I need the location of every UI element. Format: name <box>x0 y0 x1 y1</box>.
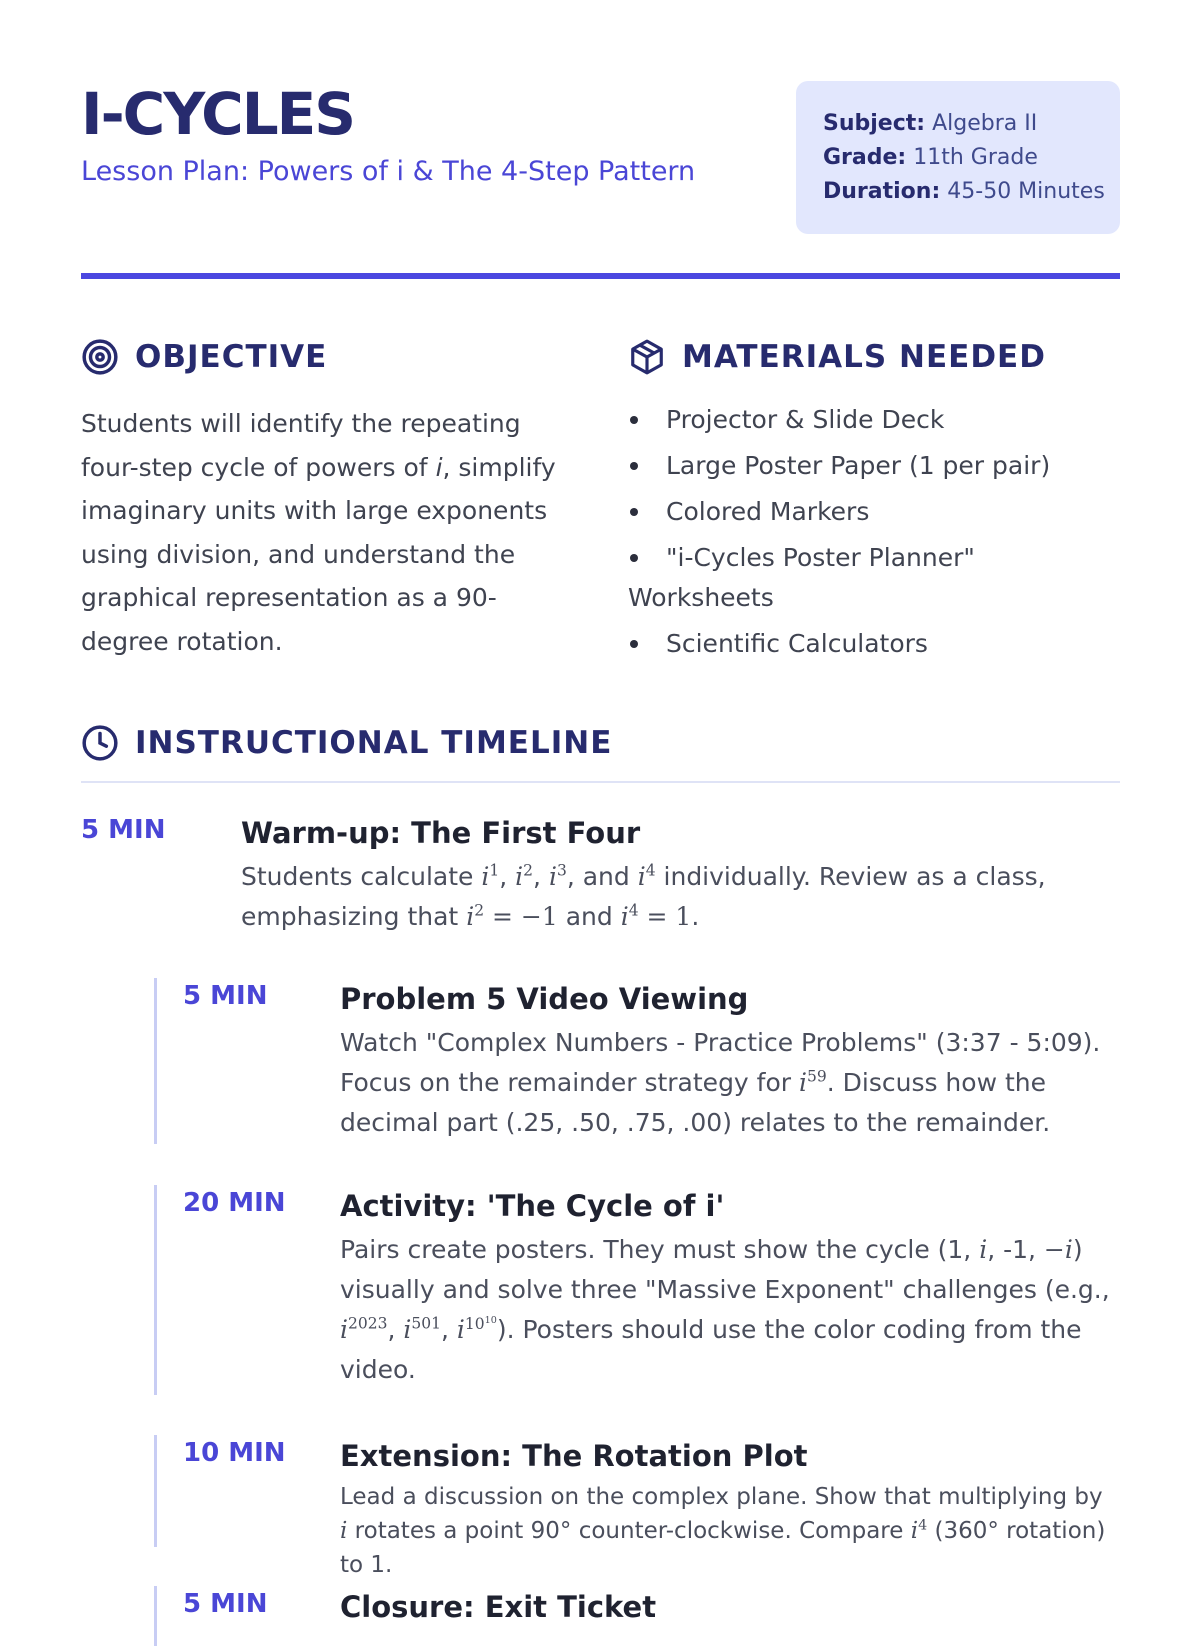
box-icon <box>628 338 666 376</box>
subject-value: Algebra II <box>925 111 1038 136</box>
header-divider <box>81 273 1120 279</box>
grade-label: Grade: <box>823 145 907 170</box>
timeline-item-closure <box>154 1586 1120 1646</box>
subject-row <box>823 107 1120 141</box>
lesson-info-box <box>796 81 1120 234</box>
timeline-heading <box>81 724 612 762</box>
page-title: I-CYCLES <box>81 80 355 148</box>
timeline-description: Pairs create posters. They must show the cycle (1, i, -1, −i) visually and solve three "Massive Exponent" challenges (e.g., $i^{2023}$, $i^{501}$, $i^{10^{10}}$). Posters should use the color coding from the video. <box>340 1235 1110 1384</box>
timeline-title: Extension: The Rotation Plot <box>340 1439 808 1473</box>
timeline-description: Lead a discussion on the complex plane. Show that multiplying by i rotates a point 90° counter-clockwise. Compare $i^4$ (360° rotation) to 1. <box>340 1484 1106 1578</box>
duration-row <box>823 175 1120 209</box>
timeline-item-video <box>154 978 1120 1144</box>
objective-text <box>81 402 581 664</box>
materials-list <box>628 400 1120 670</box>
objective-text-a: Students will identify the repeating four-step cycle of powers of <box>81 409 521 482</box>
timeline-description: Students calculate $i^1$, $i^2$, $i^3$, and $i^4$ individually. Review as a class, emphasizing that $i^2 = -1$ and $i^4 = 1$. <box>241 861 1046 931</box>
grade-value: 11th Grade <box>906 145 1038 170</box>
list-item: Large Poster Paper (1 per pair) <box>628 446 1120 486</box>
timeline-time: 5 MIN <box>183 1589 268 1619</box>
timeline-title: Problem 5 Video Viewing <box>340 982 749 1016</box>
list-item: "i-Cycles Poster Planner" Worksheets <box>628 538 1120 618</box>
objective-heading-text: OBJECTIVE <box>135 339 328 375</box>
timeline-title: Activity: 'The Cycle of i' <box>340 1189 725 1223</box>
timeline-time: 5 MIN <box>183 981 268 1011</box>
objective-text-b: , simplify imaginary units with large exponents using division, and understand the graphical representation as a 90-degree rotation. <box>81 452 556 656</box>
timeline-time: 10 MIN <box>183 1438 286 1468</box>
objective-heading <box>81 338 327 376</box>
timeline-title: Closure: Exit Ticket <box>340 1590 657 1624</box>
timeline-item-activity <box>154 1185 1120 1395</box>
materials-heading-text: MATERIALS NEEDED <box>682 339 1046 375</box>
target-icon <box>81 338 119 376</box>
objective-var-i: i <box>435 452 443 482</box>
timeline-description: Watch "Complex Numbers - Practice Problems" (3:37 - 5:09). Focus on the remainder strategy for $i^{59}$. Discuss how the decimal part (.25, .50, .75, .00) relates to the remainder. <box>340 1028 1101 1137</box>
timeline-time: 20 MIN <box>183 1188 286 1218</box>
timeline-heading-text: INSTRUCTIONAL TIMELINE <box>135 725 613 761</box>
grade-row <box>823 141 1120 175</box>
duration-label: Duration: <box>823 179 941 204</box>
page-subtitle: Lesson Plan: Powers of i & The 4-Step Pattern <box>81 156 696 187</box>
list-item: Projector & Slide Deck <box>628 400 1120 440</box>
clock-icon <box>81 724 119 762</box>
materials-heading <box>628 338 1046 376</box>
duration-value: 45-50 Minutes <box>940 179 1105 204</box>
list-item: Scientific Calculators <box>628 624 1120 664</box>
timeline-title: Warm-up: The First Four <box>241 816 641 850</box>
timeline-divider <box>81 781 1120 783</box>
list-item: Colored Markers <box>628 492 1120 532</box>
timeline-item-warmup <box>81 812 1120 932</box>
subject-label: Subject: <box>823 111 926 136</box>
timeline-time: 5 MIN <box>81 815 166 845</box>
timeline-item-extension <box>154 1435 1120 1578</box>
